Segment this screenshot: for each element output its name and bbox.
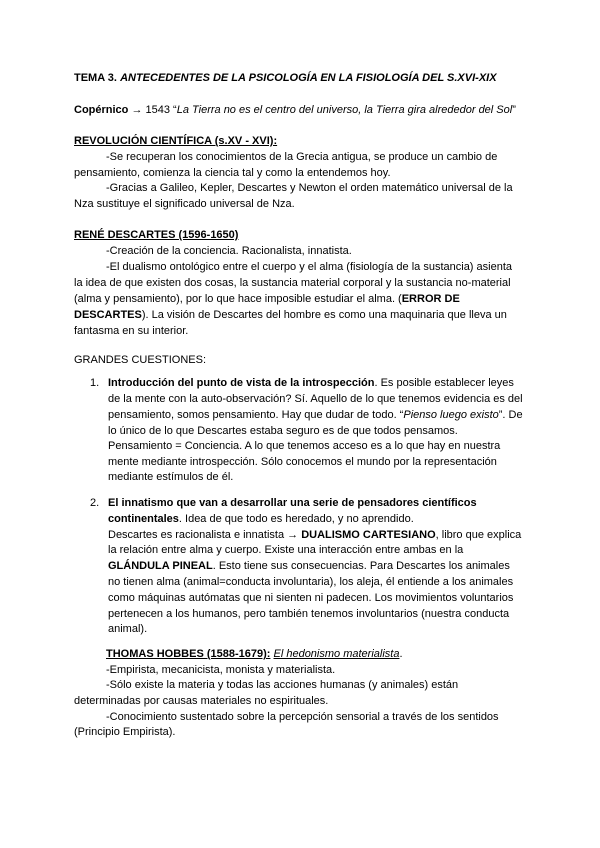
item2-rest: . Idea de que todo es heredado, y no aprendido. (178, 513, 414, 525)
descartes-error-1: ERROR DE (401, 293, 460, 305)
item1-line-text: pensamiento, somos pensamiento. Hay que dudar de todo. “ (108, 409, 404, 421)
descartes-line (74, 307, 507, 323)
hobbes-line: (Principio Empirista). (74, 726, 176, 738)
revolucion-line: -Gracias a Galileo, Kepler, Descartes y Newton el orden matemático universal de la (106, 182, 513, 194)
revolucion-line: pensamiento, comienza la ciencia tal y como la entendemos hoy. (74, 167, 391, 179)
item1-line: mediante estímulos de él. (108, 471, 234, 483)
copernico-date: → 1543 “ (128, 104, 177, 116)
item1-line (108, 407, 523, 423)
hobbes-line: -Sólo existe la materia y todas las acciones humanas (y animales) están (106, 679, 459, 691)
copernico-name: Copérnico (74, 104, 129, 116)
copernico-quote: La Tierra no es el centro del universo, la Tierra gira alrededor del Sol (176, 104, 513, 116)
descartes-line-text: (alma y pensamiento), por lo que hace imposible estudiar el alma. ( (74, 293, 402, 305)
page-title (74, 70, 497, 86)
descartes-line: -El dualismo ontológico entre el cuerpo y el alma (fisiología de la sustancia) asienta (106, 261, 512, 273)
descartes-line: -Creación de la conciencia. Racionalista, innatista. (106, 245, 352, 257)
item1-line: Pensamiento = Conciencia. A lo que tenemos acceso es a lo que hay en nuestra (108, 440, 501, 452)
copernico-quote-end: ” (512, 104, 516, 116)
item1-line: mente mediante introspección. Sólo conocemos el mundo por la representación (108, 456, 497, 468)
hobbes-heading: THOMAS HOBBES (1588-1679): (106, 648, 271, 660)
item1-line-end: ”. De (498, 409, 523, 421)
item2-line: pertenecen a los humanos, pero también tenemos involuntarios (nuestra conducta (108, 608, 510, 620)
item2-line-text: . Esto tiene sus consecuencias. Para Descartes los animales (212, 560, 510, 572)
revolucion-heading: REVOLUCIÓN CIENTÍFICA (s.XV - XVI): (74, 135, 278, 147)
hobbes-subtitle-end: . (399, 648, 403, 660)
item2-line: no tienen alma (animal=conducta involuntaria), los aleja, él entiende a los animales (108, 576, 514, 588)
item1-number: 1. (90, 377, 100, 389)
hobbes-subtitle: El hedonismo materialista (273, 648, 400, 660)
item2-number: 2. (90, 497, 100, 509)
descartes-line: fantasma en su interior. (74, 325, 189, 337)
descartes-error-2: DESCARTES (74, 309, 142, 321)
revolucion-line: Nza sustituye el significado universal de Nza. (74, 198, 295, 210)
descartes-line: la idea de que existen dos cosas, la sustancia material corporal y la sustancia no-material (74, 277, 511, 289)
item2-bold: El innatismo que van a desarrollar una serie de pensadores científicos (108, 497, 477, 509)
hobbes-line: determinadas por causas materiales no espirituales. (74, 695, 329, 707)
title-text: ANTECEDENTES DE LA PSICOLOGÍA EN LA FISIOLOGÍA DEL S.XVI-XIX (120, 72, 497, 84)
item1-bold: Introducción del punto de vista de la introspección (108, 377, 375, 389)
item2-dualismo: DUALISMO CARTESIANO (301, 529, 436, 541)
item2-line-end: , libro que explica (435, 529, 522, 541)
hobbes-line: -Conocimiento sustentado sobre la percepción sensorial a través de los sentidos (106, 711, 499, 723)
descartes-heading: RENÉ DESCARTES (1596-1650) (74, 229, 239, 241)
copernico-line (74, 102, 516, 118)
item2-line-text: Descartes es racionalista e innatista → (108, 529, 302, 541)
item1-line (108, 375, 514, 391)
item1-quote: Pienso luego existo (403, 409, 499, 421)
item2-line (108, 558, 510, 574)
grandes-heading: GRANDES CUESTIONES: (74, 354, 207, 366)
item2-line: como máquinas autómatas que ni sienten ni padecen. Los movimientos voluntarios (108, 592, 514, 604)
item2-line (108, 527, 521, 543)
item2-glandula: GLÁNDULA PINEAL (108, 560, 213, 572)
item2-line: la relación entre alma y cuerpo. Existe una interacción entre ambas en la (108, 544, 464, 556)
item2-line: animal). (108, 623, 148, 635)
title-prefix: TEMA 3. (74, 72, 117, 84)
item1-line: de la mente con la auto-observación? Sí. Aquello de lo que tenemos evidencia es del (108, 393, 523, 405)
descartes-after-error: ). La visión de Descartes del hombre es como una maquinaria que lleva un (141, 309, 507, 321)
hobbes-heading-line (106, 646, 403, 662)
revolucion-line: -Se recuperan los conocimientos de la Grecia antigua, se produce un cambio de (106, 151, 498, 163)
item1-rest: . Es posible establecer leyes (374, 377, 514, 389)
item1-line: lo único de lo que Descartes estaba seguro es de que todos pensamos. (108, 425, 458, 437)
item2-bold-end: continentales (108, 513, 179, 525)
descartes-line (74, 291, 460, 307)
hobbes-line: -Empirista, mecanicista, monista y materialista. (106, 664, 336, 676)
item2-line (108, 511, 414, 527)
